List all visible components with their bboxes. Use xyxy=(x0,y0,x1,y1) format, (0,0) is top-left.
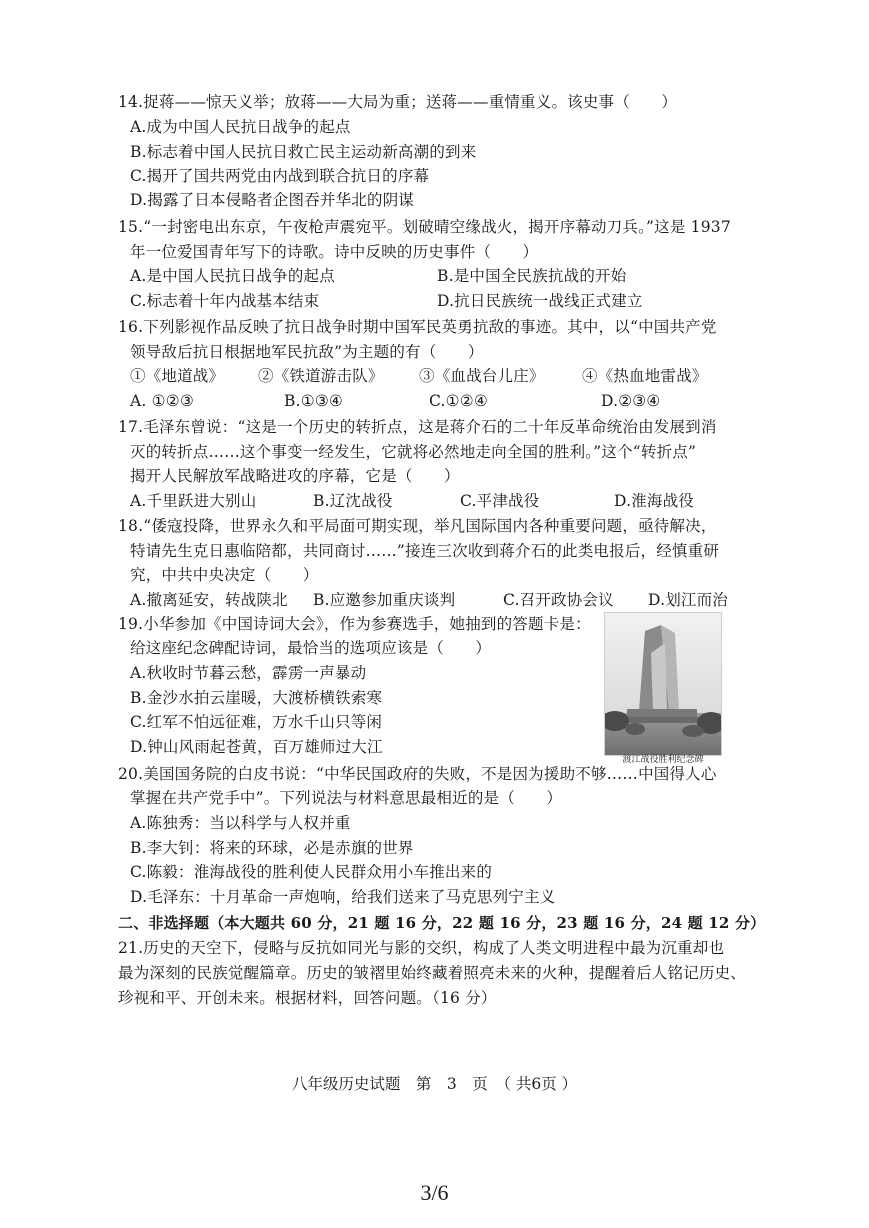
q18-stem-line-2: 特请先生克日惠临陪都，共同商讨……”接连三次收到蒋介石的此类电报后，经慎重研 xyxy=(130,542,720,560)
q17-option-a: A.千里跃进大别山 xyxy=(130,492,257,510)
q15-stem-line-2: 年一位爱国青年写下的诗歌。诗中反映的历史事件（ ） xyxy=(130,243,539,261)
q15-option-d: D.抗日民族统一战线正式建立 xyxy=(437,292,643,310)
q16-option-d: D.②③④ xyxy=(601,392,661,410)
q21-stem-line-2: 最为深刻的民族觉醒篇章。历史的皱褶里始终藏着照亮未来的火种，提醒着后人铭记历史、 xyxy=(118,964,747,982)
q14-option-b: B.标志着中国人民抗日救亡民主运动新高潮的到来 xyxy=(130,143,477,161)
q21-stem-line-3: 珍视和平、开创未来。根据材料，回答问题。（16 分） xyxy=(118,989,497,1007)
q18-stem-line-3: 究，中共中央决定（ ） xyxy=(130,566,319,584)
monument-photo-caption: 渡江战役胜利纪念碑 xyxy=(622,755,704,765)
q16-option-c: C.①②④ xyxy=(429,392,488,410)
q17-option-b: B.辽沈战役 xyxy=(313,492,393,510)
q20-option-a: A.陈独秀：当以科学与人权并重 xyxy=(130,814,351,832)
q16-option-b: B.①③④ xyxy=(284,392,344,410)
q18-option-c: C.召开政协会议 xyxy=(503,591,614,609)
q15-stem-line-1: 15.“一封密电出东京，午夜枪声震宛平。划破晴空缘战火，揭开序幕动刀兵。”这是 1937 xyxy=(118,218,731,236)
monument-icon xyxy=(605,613,721,755)
q21-stem-line-1: 21.历史的天空下，侵略与反抗如同光与影的交织，构成了人类文明进程中最为沉重却也 xyxy=(118,939,725,957)
q17-option-c: C.平津战役 xyxy=(460,492,540,510)
q16-stem-line-2: 领导敌后抗日根据地军民抗敌”为主题的有（ ） xyxy=(130,343,484,361)
q18-option-b: B.应邀参加重庆谈判 xyxy=(313,591,456,609)
q16-item-3: ③《血战台儿庄》 xyxy=(419,367,545,385)
q17-stem-line-2: 灭的转折点……这个事变一经发生，它就将必然地走向全国的胜利。”这个“转折点” xyxy=(130,443,697,461)
q14-stem: 14.捉蒋——惊天义举；放蒋——大局为重；送蒋——重情重义。该史事（ ） xyxy=(118,93,678,111)
q20-option-d: D.毛泽东：十月革命一声炮响，给我们送来了马克思列宁主义 xyxy=(130,888,556,906)
q14-option-a: A.成为中国人民抗日战争的起点 xyxy=(130,118,351,136)
q20-option-b: B.李大钊：将来的环球，必是赤旗的世界 xyxy=(130,839,414,857)
q14-option-d: D.揭露了日本侵略者企图吞并华北的阴谋 xyxy=(130,191,415,209)
q16-item-4: ④《热血地雷战》 xyxy=(582,367,708,385)
q18-option-a: A.撤离延安，转战陕北 xyxy=(130,591,288,609)
page-footer: 八年级历史试题 第 3 页 （ 共6页 ） xyxy=(291,1075,578,1093)
q16-item-1: ①《地道战》 xyxy=(130,367,225,385)
q20-stem-line-2: 掌握在共产党手中”。下列说法与材料意思最相近的是（ ） xyxy=(130,789,563,807)
q15-option-a: A.是中国人民抗日战争的起点 xyxy=(130,267,335,285)
q20-stem-line-1: 20.美国国务院的白皮书说：“中华民国政府的失败，不是因为援助不够……中国得人心 xyxy=(118,765,717,783)
q19-option-d: D.钟山风雨起苍黄，百万雄师过大江 xyxy=(130,738,383,756)
q19-option-a: A.秋收时节暮云愁，霹雳一声暴动 xyxy=(130,664,367,682)
q17-stem-line-1: 17.毛泽东曾说：“这是一个历史的转折点，这是蒋介石的二十年反革命统治由发展到消 xyxy=(118,418,717,436)
q19-option-b: B.金沙水拍云崖暖，大渡桥横铁索寒 xyxy=(130,689,383,707)
q15-option-b: B.是中国全民族抗战的开始 xyxy=(437,267,627,285)
monument-photo xyxy=(604,612,722,756)
q18-stem-line-1: 18.“倭寇投降，世界永久和平局面可期实现，举凡国际国内各种重要问题，亟待解决， xyxy=(118,517,717,535)
section-2-heading: 二、非选择题（本大题共 60 分，21 题 16 分，22 题 16 分，23 题 16 分，24 题 12 分） xyxy=(118,914,766,932)
q15-option-c: C.标志着十年内战基本结束 xyxy=(130,292,320,310)
q17-option-d: D.淮海战役 xyxy=(614,492,695,510)
q18-option-d: D.划江而治 xyxy=(648,591,729,609)
q16-item-2: ②《铁道游击队》 xyxy=(258,367,384,385)
q19-stem-line-2: 给这座纪念碑配诗词，最恰当的选项应该是（ ） xyxy=(130,639,492,657)
q16-option-a: A. ①②③ xyxy=(130,392,194,410)
q20-option-c: C.陈毅：淮海战役的胜利使人民群众用小车推出来的 xyxy=(130,863,493,881)
q14-option-c: C.揭开了国共两党由内战到联合抗日的序幕 xyxy=(130,167,430,185)
q16-stem-line-1: 16.下列影视作品反映了抗日战争时期中国军民英勇抗敌的事迹。其中，以“中国共产党 xyxy=(118,318,717,336)
q19-stem-line-1: 19.小华参加《中国诗词大会》，作为参赛选手，她抽到的答题卡是： xyxy=(118,615,591,633)
q17-stem-line-3: 揭开人民解放军战略进攻的序幕，它是（ ） xyxy=(130,467,460,485)
q19-option-c: C.红军不怕远征难，万水千山只等闲 xyxy=(130,713,383,731)
page-number: 3/6 xyxy=(420,1180,449,1205)
